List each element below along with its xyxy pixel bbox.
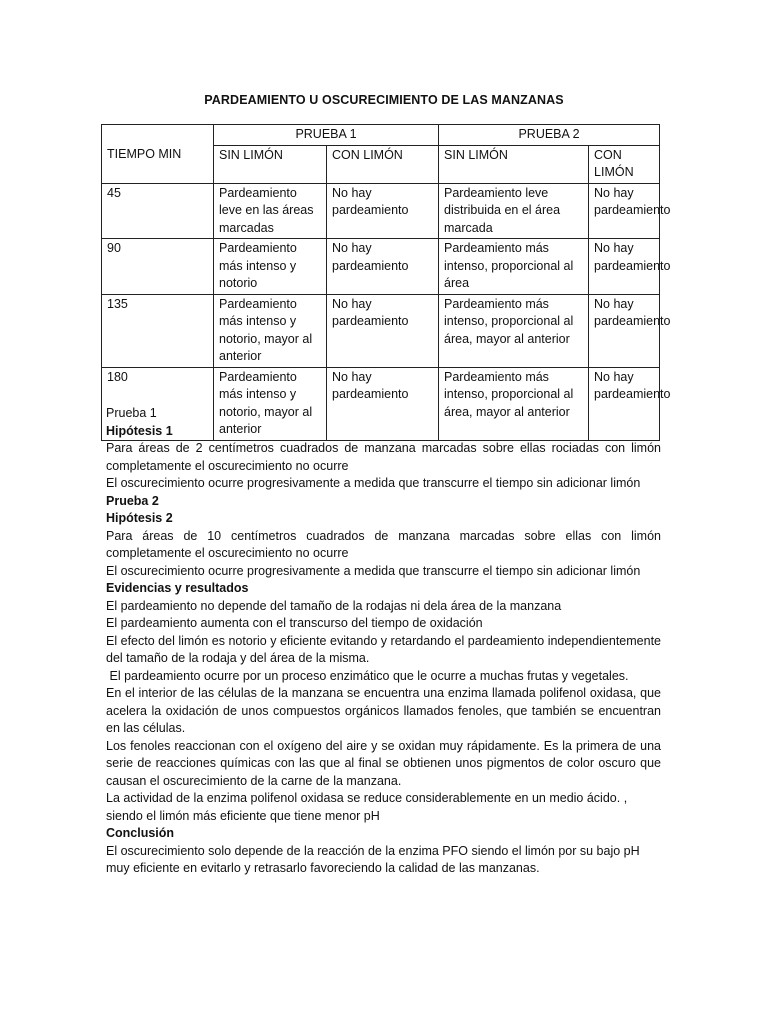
t1-con-cell: No hay pardeamiento bbox=[327, 294, 439, 367]
prueba1-heading: Prueba 1 bbox=[106, 406, 157, 420]
time-cell: 180 bbox=[102, 367, 214, 440]
hipotesis2-paragraph-1: Para áreas de 10 centímetros cuadrados de manzana marcadas sobre ellas con limón completamente el oscurecimiento no ocurre bbox=[106, 528, 661, 560]
t2-con-cell: No hay pardeamiento bbox=[589, 367, 660, 440]
table-header-row-2 bbox=[102, 145, 660, 183]
test1-header: PRUEBA 1 bbox=[214, 125, 439, 146]
conclusion-paragraph: El oscurecimiento solo depende de la reacción de la enzima PFO siendo el limón por su bajo pH muy eficiente en evitarlo y retrasarlo favoreciendo la calidad de las manzanas. bbox=[106, 843, 640, 875]
evidencias-paragraph-6: Los fenoles reaccionan con el oxígeno del aire y se oxidan muy rápidamente. Es la primera de una serie de reacciones químicas con las que al final se obtienen unos pigmentos de color oscuro que causan el oscurecimiento de la carne de la manzana. bbox=[106, 738, 661, 788]
t1-con-header: CON LIMÓN bbox=[327, 145, 439, 183]
t2-sin-cell: Pardeamiento leve distribuida en el área marcada bbox=[439, 183, 589, 239]
time-header: TIEMPO MIN bbox=[102, 145, 214, 183]
t1-con-cell: No hay pardeamiento bbox=[327, 239, 439, 295]
t2-con-cell: No hay pardeamiento bbox=[589, 183, 660, 239]
evidencias-paragraph-5: En el interior de las células de la manzana se encuentra una enzima llamada polifenol oxidasa, que acelera la oxidación de unos compuestos orgánicos llamados fenoles, que también se encuentran en las células. bbox=[106, 686, 661, 735]
table-row bbox=[102, 183, 660, 239]
time-header-cell bbox=[102, 125, 214, 146]
evidencias-paragraph-2: El pardeamiento aumenta con el transcurso del tiempo de oxidación bbox=[106, 616, 483, 630]
t2-sin-header: SIN LIMÓN bbox=[439, 145, 589, 183]
t2-sin-cell: Pardeamiento más intenso, proporcional al área bbox=[439, 239, 589, 295]
hipotesis1-paragraph-2: El oscurecimiento ocurre progresivamente a medida que transcurre el tiempo sin adicionar limón bbox=[106, 476, 641, 490]
t1-sin-cell: Pardeamiento leve en las áreas marcadas bbox=[214, 183, 327, 239]
hipotesis1-heading: Hipótesis 1 bbox=[106, 423, 173, 438]
table-row bbox=[102, 239, 660, 295]
conclusion-heading: Conclusión bbox=[106, 826, 175, 840]
hipotesis2-heading: Hipótesis 2 bbox=[106, 511, 173, 525]
results-table bbox=[101, 124, 671, 441]
t2-sin-cell: Pardeamiento más intenso, proporcional al área, mayor al anterior bbox=[439, 367, 589, 440]
evidencias-paragraph-1: El pardeamiento no depende del tamaño de la rodajas ni dela área de la manzana bbox=[106, 598, 562, 613]
test2-header: PRUEBA 2 bbox=[439, 125, 660, 146]
t1-con-cell: No hay pardeamiento bbox=[327, 183, 439, 239]
t2-sin-cell: Pardeamiento más intenso, proporcional al área, mayor al anterior bbox=[439, 294, 589, 367]
evidencias-heading: Evidencias y resultados bbox=[106, 581, 249, 595]
prueba2-heading: Prueba 2 bbox=[106, 493, 159, 508]
t1-sin-header: SIN LIMÓN bbox=[214, 145, 327, 183]
page-title: PARDEAMIENTO U OSCURECIMIENTO DE LAS MANZANAS bbox=[204, 93, 564, 107]
t2-con-header: CON LIMÓN bbox=[589, 145, 660, 183]
evidencias-paragraph-7: La actividad de la enzima polifenol oxidasa se reduce considerablemente en un medio ácido. , siendo el limón más eficiente que tiene menor pH bbox=[106, 791, 628, 823]
t1-sin-cell: Pardeamiento más intenso y notorio, mayor al anterior bbox=[214, 294, 327, 367]
table-header-row-1 bbox=[102, 125, 660, 146]
t2-con-cell: No hay pardeamiento bbox=[589, 239, 660, 295]
evidencias-paragraph-3: El efecto del limón es notorio y eficiente evitando y retardando el pardeamiento independientemente del tamaño de la rodaja y del área de la misma. bbox=[106, 633, 661, 665]
time-cell: 90 bbox=[102, 239, 214, 295]
t1-sin-cell: Pardeamiento más intenso y notorio bbox=[214, 239, 327, 295]
table-row bbox=[102, 294, 660, 367]
evidencias-paragraph-4: El pardeamiento ocurre por un proceso enzimático que le ocurre a muchas frutas y vegetales. bbox=[106, 668, 629, 683]
t1-sin-cell: Pardeamiento más intenso y notorio, mayor al anterior bbox=[214, 367, 327, 440]
hipotesis2-paragraph-2: El oscurecimiento ocurre progresivamente a medida que transcurre el tiempo sin adicionar limón bbox=[106, 563, 641, 578]
document-body bbox=[106, 405, 661, 878]
hipotesis1-paragraph-1: Para áreas de 2 centímetros cuadrados de manzana marcadas sobre ellas rociadas con limón completamente el oscurecimiento no ocurre bbox=[106, 441, 661, 473]
time-cell: 135 bbox=[102, 294, 214, 367]
t2-con-cell: No hay pardeamiento bbox=[589, 294, 660, 367]
t1-con-cell: No hay pardeamiento bbox=[327, 367, 439, 440]
time-cell: 45 bbox=[102, 183, 214, 239]
